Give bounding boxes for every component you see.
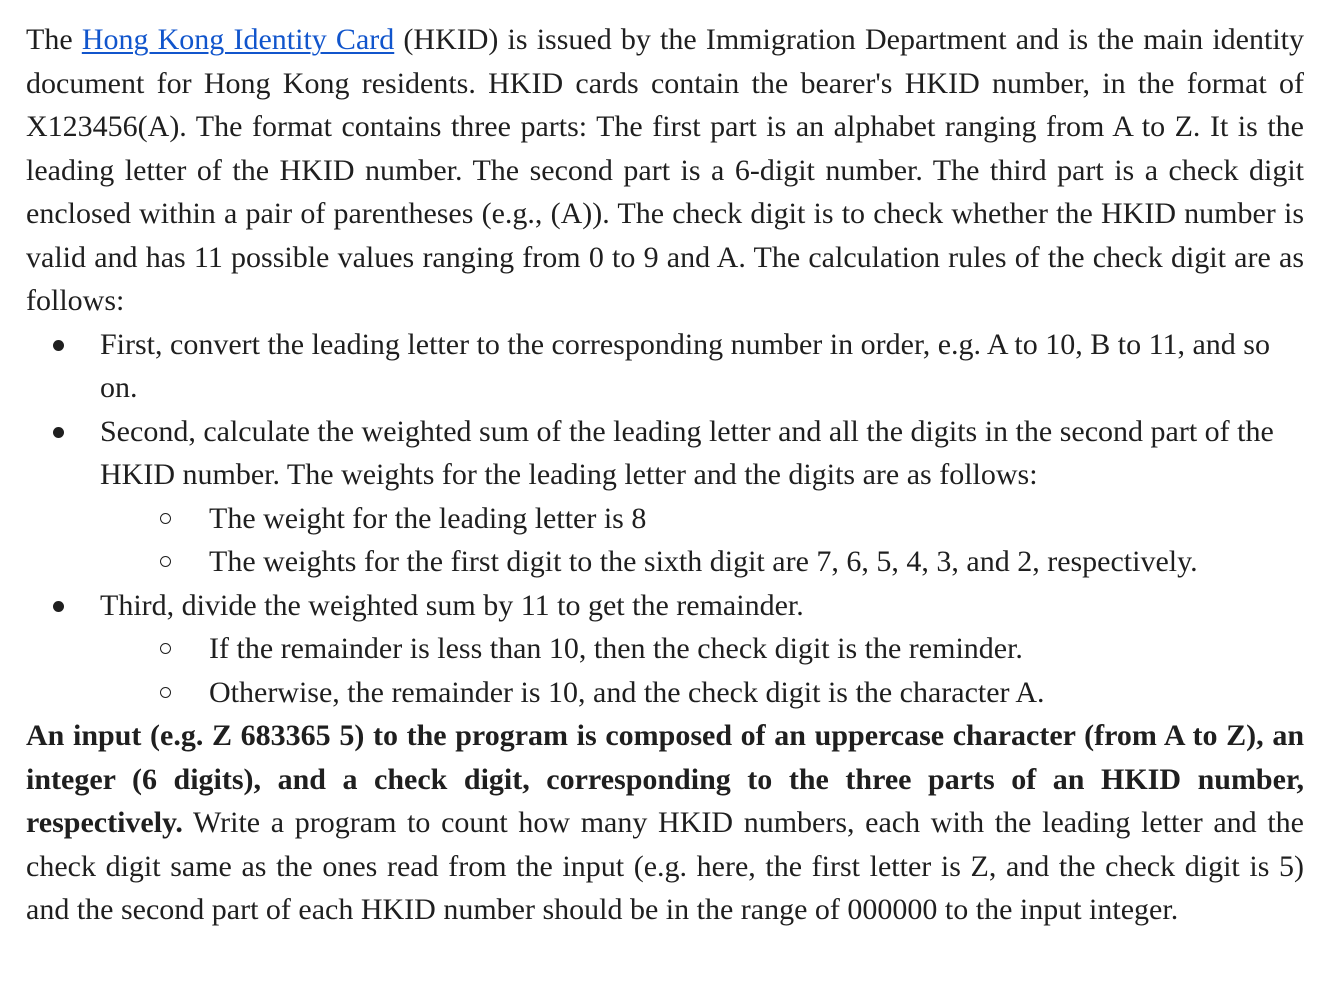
intro-paragraph <box>26 18 1304 323</box>
step-3-subitem-1 <box>26 627 1304 671</box>
task-bold-text: An input (e.g. Z 683365 5) to the program is composed of an uppercase character (from A to Z), an integer (6 digits), and a check digit, corresponding to the three parts of an HKID number, respectively. <box>26 719 1304 839</box>
intro-text: (HKID) is issued by the Immigration Department and is the main identity document for Hong Kong residents. HKID cards contain the bearer's HKID number, in the format of X123456(A). The format contains three parts: The first part is an alphabet ranging from A to Z. It is the leading letter of the HKID number. The second part is a 6-digit number. The third part is a check digit enclosed within a pair of parentheses (e.g., (A)). The check digit is to check whether the HKID number is valid and has 11 possible values ranging from 0 to 9 and A. The calculation rules of the check digit are as follows: <box>26 23 1304 317</box>
step-2-subitem-1-text: The weight for the leading letter is 8 <box>209 501 647 535</box>
step-2-text: Second, calculate the weighted sum of the leading letter and all the digits in the second part of the HKID number. The weights for the leading letter and the digits are as follows: <box>100 414 1274 491</box>
step-2-subitem-2-text: The weights for the first digit to the sixth digit are 7, 6, 5, 4, 3, and 2, respectively. <box>209 545 1198 578</box>
step-2-subitem-1 <box>26 497 1304 541</box>
step-item-1 <box>26 323 1304 410</box>
step-3-text: Third, divide the weighted sum by 11 to get the remainder. <box>100 588 804 622</box>
bullet-icon <box>53 601 64 612</box>
bullet-icon <box>53 340 64 351</box>
step-item-2 <box>26 410 1304 584</box>
bullet-icon <box>53 427 64 438</box>
step-2-subitem-2 <box>26 540 1304 584</box>
step-item-3 <box>26 584 1304 715</box>
step-1-text: First, convert the leading letter to the corresponding number in order, e.g. A to 10, B to 11, and so on. <box>100 327 1270 404</box>
step-3-subitem-1-text: If the remainder is less than 10, then the check digit is the reminder. <box>209 632 1023 665</box>
calculation-steps-list <box>26 323 1304 715</box>
intro-prefix: The <box>26 23 82 56</box>
hollow-bullet-icon <box>160 643 171 654</box>
hkid-wiki-link[interactable]: Hong Kong Identity Card <box>81 23 395 56</box>
hollow-bullet-icon <box>160 687 171 698</box>
step-2-sublist <box>100 497 1304 584</box>
task-paragraph <box>26 714 1304 932</box>
step-3-sublist <box>100 627 1304 714</box>
hollow-bullet-icon <box>160 513 171 524</box>
step-3-subitem-2 <box>26 671 1304 715</box>
step-3-subitem-2-text: Otherwise, the remainder is 10, and the check digit is the character A. <box>209 675 1045 709</box>
task-text: Write a program to count how many HKID numbers, each with the leading letter and the check digit same as the ones read from the input (e.g. here, the first letter is Z, and the check digit is 5) and the second part of each HKID number should be in the range of 000000 to the input integer. <box>26 806 1304 926</box>
hollow-bullet-icon <box>160 556 171 567</box>
